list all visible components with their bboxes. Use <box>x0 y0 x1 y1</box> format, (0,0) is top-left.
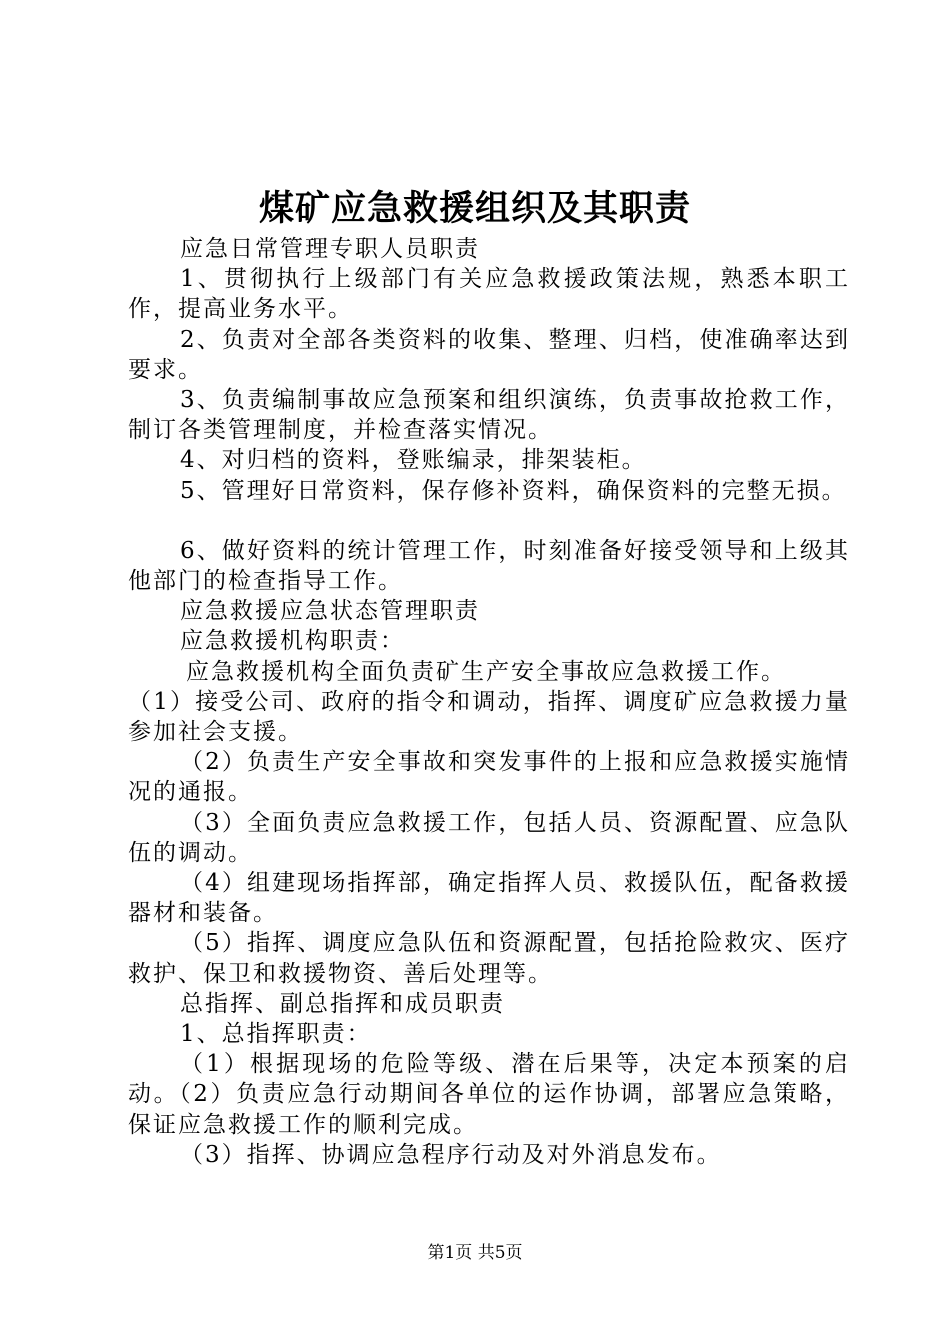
paragraph-item-4: 4、对归档的资料，登账编录，排架装柜。 <box>180 447 647 474</box>
paragraph-item-2: 2、负责对全部各类资料的收集、整理、归档，使准确率达到要求。 <box>128 326 850 383</box>
paragraph-duty-1: （1）接受公司、政府的指令和调动，指挥、调度矿应急救援力量参加社会支援。 <box>128 688 850 746</box>
paragraph-duty-3: （3）全面负责应急救援工作，包括人员、资源配置、应急队伍的调动。 <box>128 809 850 866</box>
document-title: 煤矿应急救援组织及其职责 <box>258 188 691 229</box>
page-footer: 第1页 共5页 <box>427 1243 523 1263</box>
section-heading-agency-duties: 应急救援机构职责： <box>180 628 405 655</box>
paragraph-item-3: 3、负责编制事故应急预案和组织演练，负责事故抢救工作，制订各类管理制度，并检查落实情况。 <box>128 387 850 444</box>
section-heading-commander-duties: 总指挥、副总指挥和成员职责 <box>180 990 505 1017</box>
paragraph-item-6: 6、做好资料的统计管理工作，时刻准备好接受领导和上级其他部门的检查指导工作。 <box>128 537 850 595</box>
paragraph-commander-duty-3: （3）指挥、协调应急程序行动及对外消息发布。 <box>180 1141 722 1168</box>
paragraph-agency-overview: 应急救援机构全面负责矿生产安全事故应急救援工作。 <box>186 658 786 685</box>
paragraph-item-5: 5、管理好日常资料，保存修补资料，确保资料的完整无损。 <box>180 477 847 504</box>
paragraph-commander-heading: 1、总指挥职责： <box>180 1021 372 1048</box>
paragraph-duty-4: （4）组建现场指挥部，确定指挥人员、救援队伍，配备救援器材和装备。 <box>128 870 850 927</box>
paragraph-duty-2: （2）负责生产安全事故和突发事件的上报和应急救援实施情况的通报。 <box>128 749 850 806</box>
paragraph-commander-duty-1-2: （1）根据现场的危险等级、潜在后果等，决定本预案的启动。（2）负责应急行动期间各单位的运作协调，部署应急策略，保证应急救援工作的顺利完成。 <box>128 1051 850 1138</box>
section-heading-daily-management: 应急日常管理专职人员职责 <box>180 236 480 262</box>
paragraph-item-1: 1、贯彻执行上级部门有关应急救援政策法规，熟悉本职工作，提高业务水平。 <box>128 266 850 323</box>
document-body <box>128 234 850 1170</box>
paragraph-duty-5: （5）指挥、调度应急队伍和资源配置，包括抢险救灾、医疗救护、保卫和救援物资、善后处理等。 <box>128 930 850 987</box>
paragraph-spacer <box>128 506 850 536</box>
section-heading-emergency-state: 应急救援应急状态管理职责 <box>180 598 480 625</box>
